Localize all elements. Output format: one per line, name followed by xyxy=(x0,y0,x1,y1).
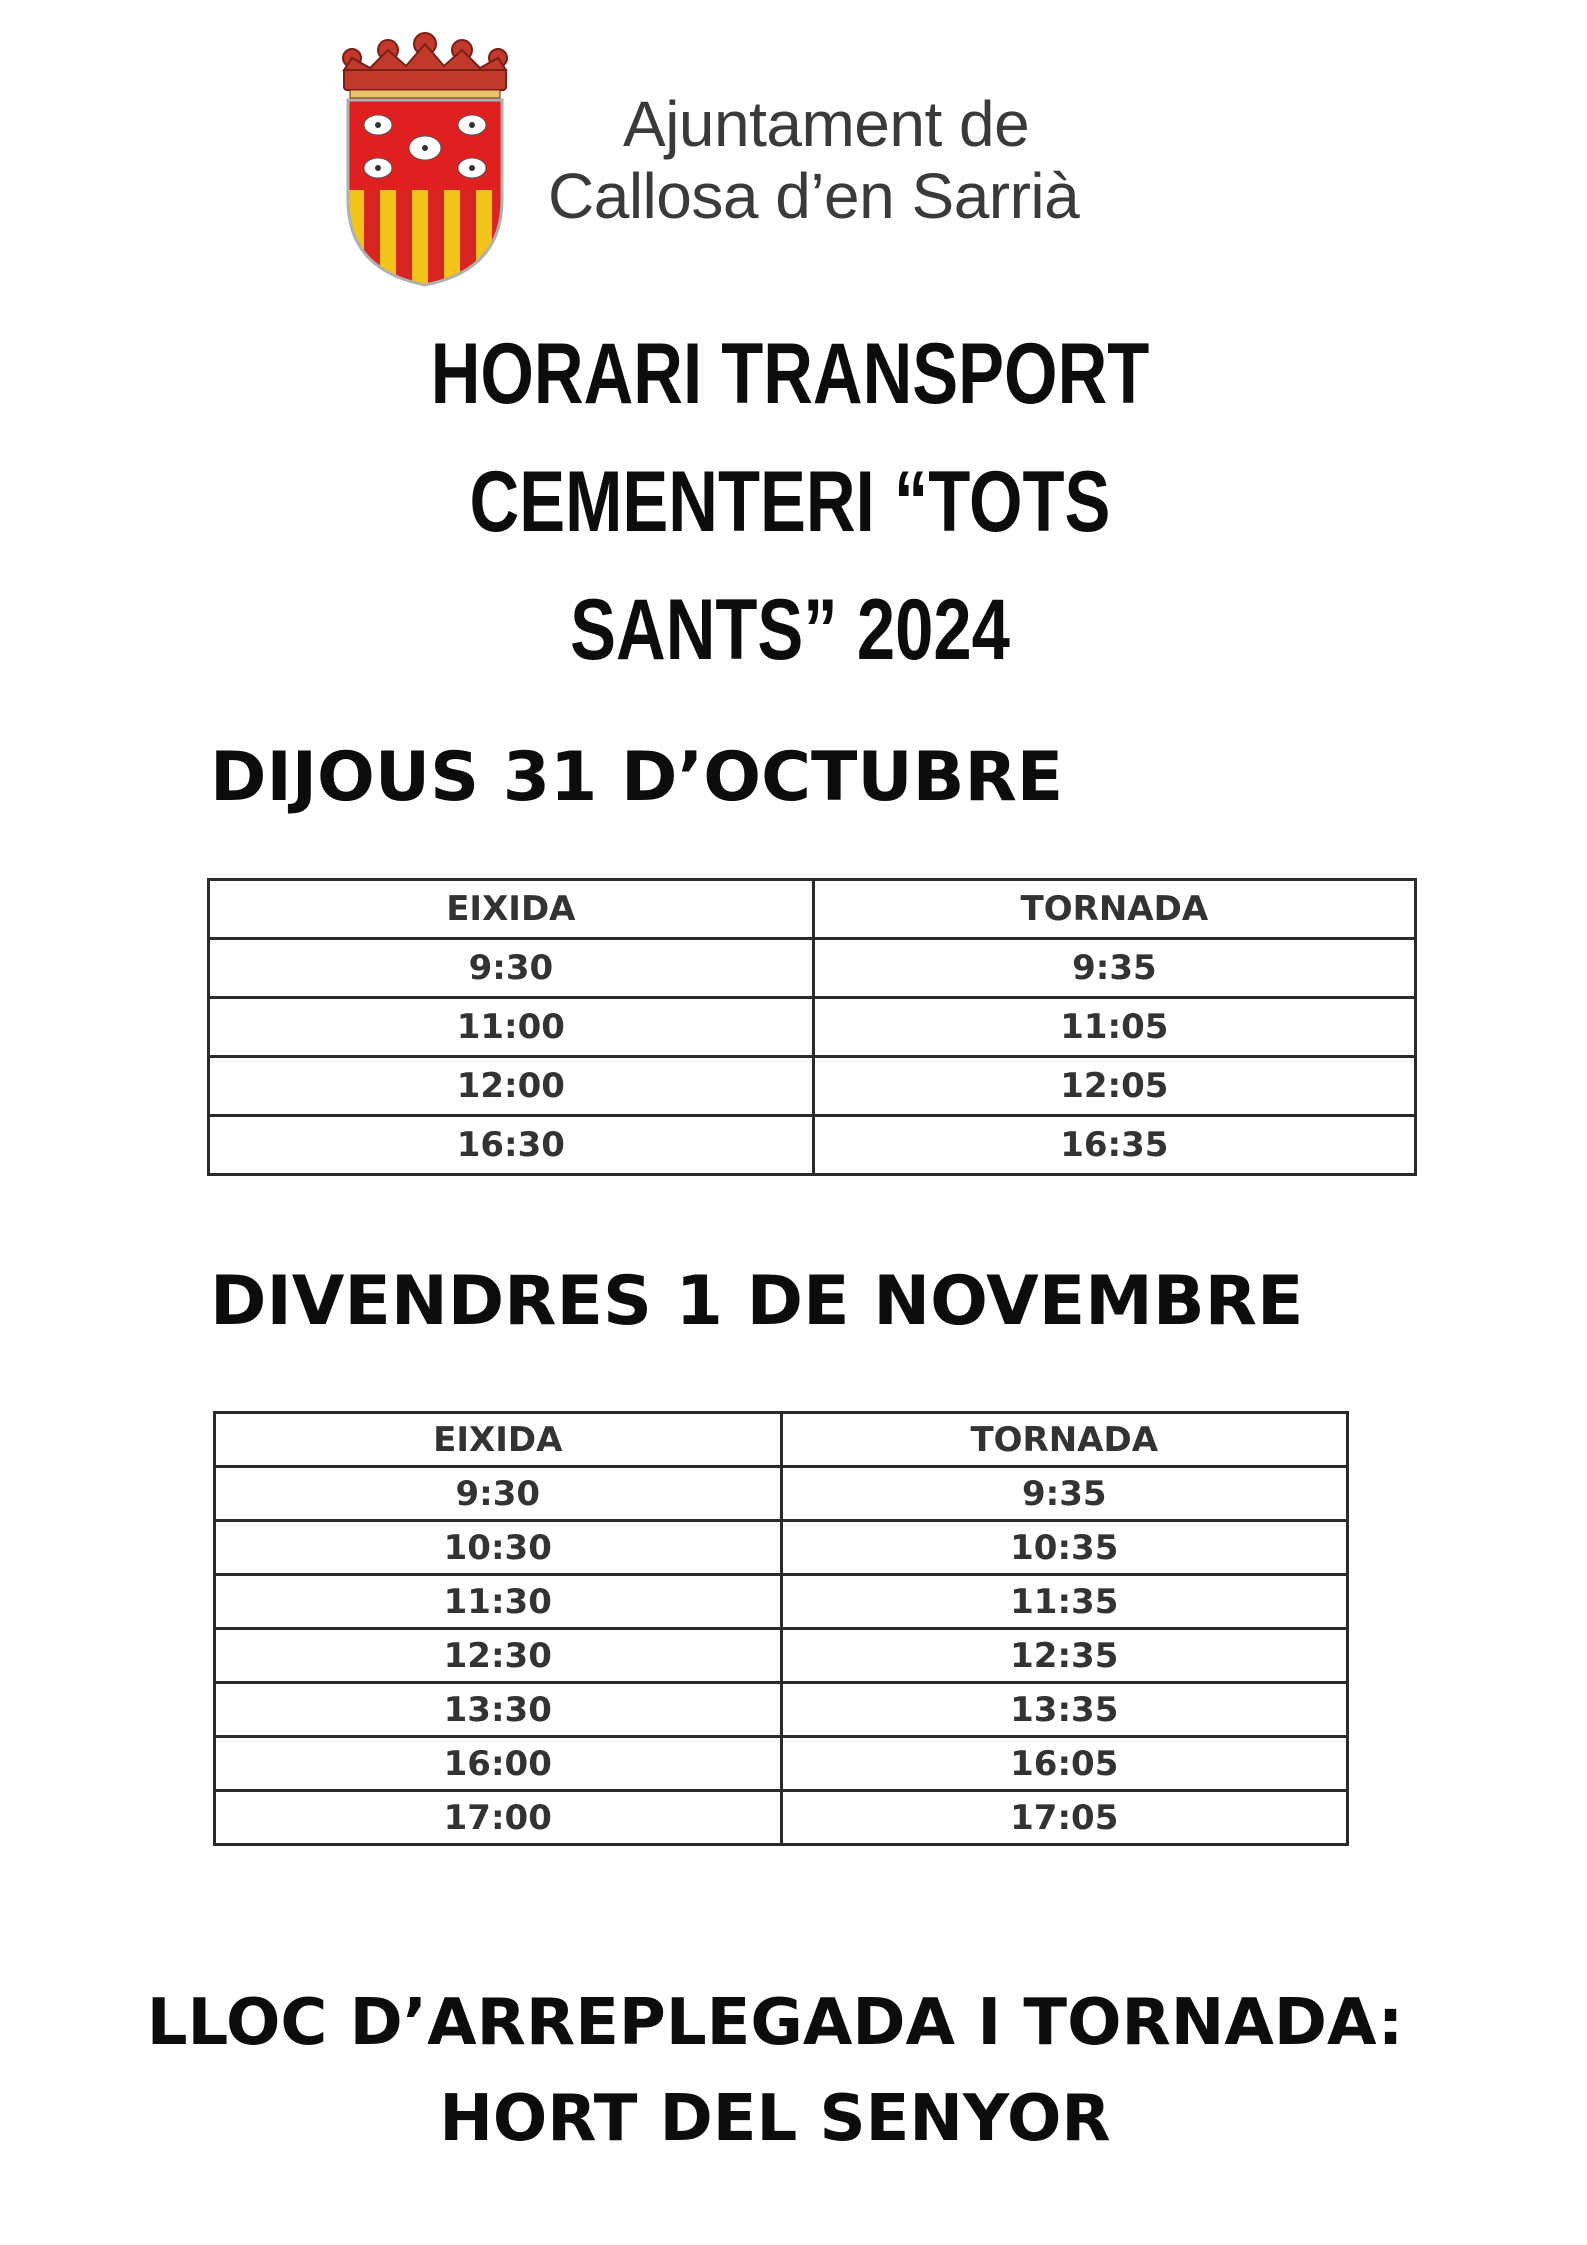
departure-time: 12:30 xyxy=(215,1629,782,1683)
org-line-1: Ajuntament de xyxy=(623,88,1030,160)
table-row xyxy=(209,939,1416,998)
departure-time: 16:00 xyxy=(215,1737,782,1791)
org-line-2: Callosa d’en Sarrià xyxy=(548,160,1080,232)
header xyxy=(330,30,1230,290)
table-row xyxy=(209,1116,1416,1175)
table-row xyxy=(215,1467,1348,1521)
day1-heading: DIJOUS 31 D’OCTUBRE xyxy=(210,738,1064,817)
table-header-row xyxy=(215,1413,1348,1467)
table-row xyxy=(215,1737,1348,1791)
departure-time: 12:00 xyxy=(209,1057,814,1116)
table-row xyxy=(215,1683,1348,1737)
title-line-2: SANTS” 2024 xyxy=(570,582,1010,678)
column-header-departure: EIXIDA xyxy=(215,1413,782,1467)
table-header-row xyxy=(209,880,1416,939)
departure-time: 9:30 xyxy=(209,939,814,998)
table-row xyxy=(215,1575,1348,1629)
return-time: 16:05 xyxy=(781,1737,1348,1791)
pickup-place: HORT DEL SENYOR xyxy=(439,2082,1111,2156)
return-time: 16:35 xyxy=(813,1116,1415,1175)
schedule-table-day1 xyxy=(207,878,1417,1176)
departure-time: 17:00 xyxy=(215,1791,782,1845)
column-header-return: TORNADA xyxy=(781,1413,1348,1467)
return-time: 17:05 xyxy=(781,1791,1348,1845)
schedule-table-day2 xyxy=(213,1411,1349,1846)
column-header-return: TORNADA xyxy=(813,880,1415,939)
departure-time: 9:30 xyxy=(215,1467,782,1521)
departure-time: 13:30 xyxy=(215,1683,782,1737)
departure-time: 10:30 xyxy=(215,1521,782,1575)
table-row xyxy=(209,1057,1416,1116)
table-row xyxy=(215,1791,1348,1845)
return-time: 10:35 xyxy=(781,1521,1348,1575)
day2-heading: DIVENDRES 1 DE NOVEMBRE xyxy=(210,1262,1304,1341)
return-time: 11:35 xyxy=(781,1575,1348,1629)
table-row xyxy=(215,1521,1348,1575)
return-time: 13:35 xyxy=(781,1683,1348,1737)
crown xyxy=(343,33,507,90)
coat-of-arms-logo xyxy=(330,30,520,290)
table-row xyxy=(209,998,1416,1057)
page-title xyxy=(230,310,1350,694)
pickup-label: LLOC D’ARREPLEGADA I TORNADA: xyxy=(146,1986,1404,2060)
table-row xyxy=(215,1629,1348,1683)
title-line-1: HORARI TRANSPORT CEMENTERI “TOTS xyxy=(430,326,1150,550)
departure-time: 11:00 xyxy=(209,998,814,1057)
pickup-location xyxy=(100,1975,1450,2167)
departure-time: 16:30 xyxy=(209,1116,814,1175)
departure-time: 11:30 xyxy=(215,1575,782,1629)
column-header-departure: EIXIDA xyxy=(209,880,814,939)
return-time: 9:35 xyxy=(813,939,1415,998)
return-time: 12:35 xyxy=(781,1629,1348,1683)
return-time: 12:05 xyxy=(813,1057,1415,1116)
municipality-name xyxy=(548,88,1079,232)
return-time: 11:05 xyxy=(813,998,1415,1057)
return-time: 9:35 xyxy=(781,1467,1348,1521)
